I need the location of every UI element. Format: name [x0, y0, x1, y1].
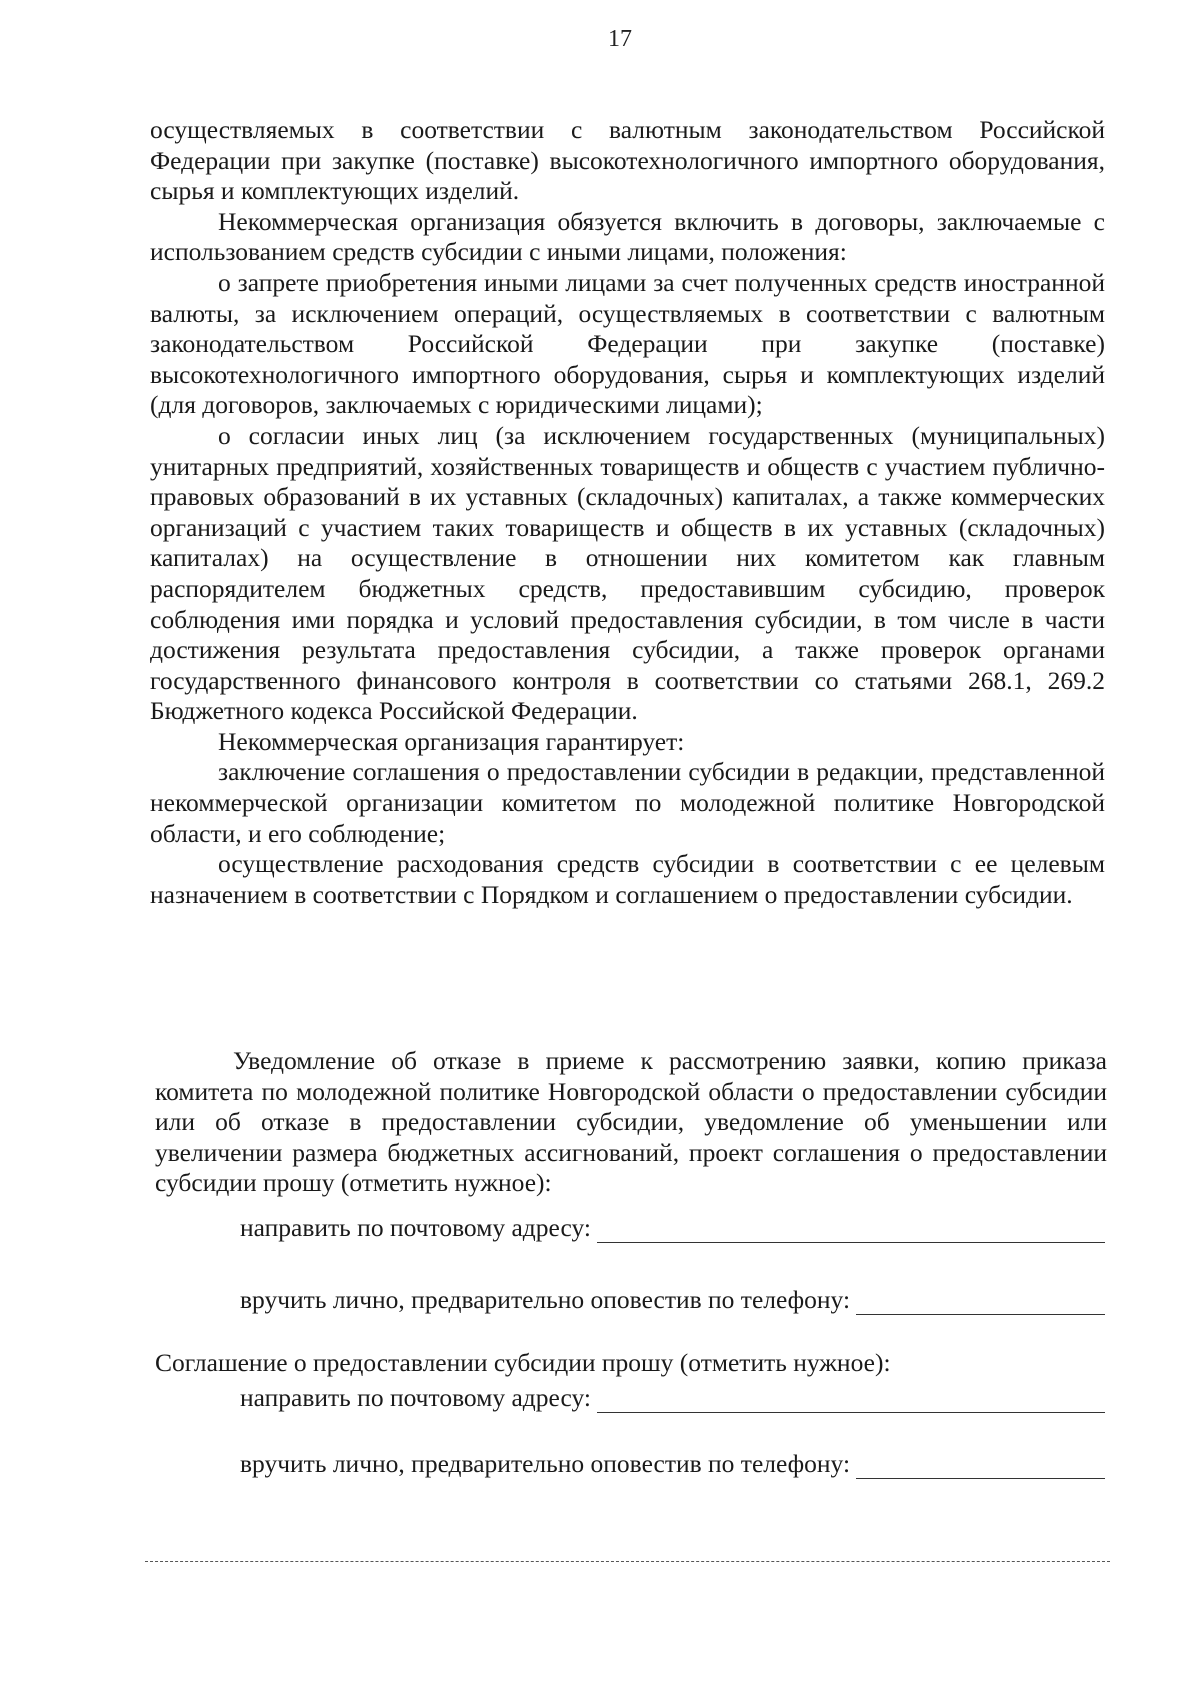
paragraph-7: осуществление расходования средств субсидии в соответствии с ее целевым назначением в соответствии с Порядком и соглашением о предоставлении субсидии. [150, 849, 1105, 909]
option1-postal-blank[interactable] [597, 1220, 1105, 1243]
option2-postal-label: направить по почтовому адресу: [240, 1383, 591, 1412]
option1-phone-label: вручить лично, предварительно оповестив по телефону: [240, 1285, 851, 1314]
notice-text: Уведомление об отказе в приеме к рассмотрению заявки, копию приказа комитета по молодежной политике Новгородской области о предоставлении субсидии или об отказе в предоставлении субсидии, уведомление об уменьшении или увеличении размера бюджетных ассигнований, проект соглашения о предоставлении субсидии прошу (отметить нужное): [155, 1046, 1107, 1198]
paragraph-5: Некоммерческая организация гарантирует: [218, 726, 685, 756]
option1-phone-row[interactable] [240, 1285, 1105, 1315]
bottom-divider [145, 1561, 1110, 1562]
option1-postal-row[interactable] [240, 1213, 1105, 1243]
option2-postal-row[interactable] [240, 1383, 1105, 1413]
page-number: 17 [608, 26, 632, 52]
agreement-heading: Соглашение о предоставлении субсидии прошу (отметить нужное): [155, 1348, 891, 1377]
notice-paragraph [155, 1046, 1107, 1199]
body-text [150, 115, 1105, 910]
paragraph-1: осуществляемых в соответствии с валютным законодательством Российской Федерации при закупке (поставке) высокотехнологичного импортного оборудования, сырья и комплектующих изделий. [150, 115, 1105, 206]
option2-phone-label: вручить лично, предварительно оповестив по телефону: [240, 1449, 851, 1478]
option2-phone-row[interactable] [240, 1449, 1105, 1479]
option2-phone-blank[interactable] [856, 1456, 1105, 1479]
paragraph-3: о запрете приобретения иными лицами за счет полученных средств иностранной валюты, за исключением операций, осуществляемых в соответствии с валютным законодательством Российской Федерации при закупке (поставке) высокотехнологичного импортного оборудования, сырья и комплектующих изделий (для договоров, заключаемых с юридическими лицами); [150, 267, 1105, 420]
option1-phone-blank[interactable] [856, 1292, 1105, 1315]
option2-postal-blank[interactable] [597, 1390, 1105, 1413]
paragraph-2: Некоммерческая организация обязуется включить в договоры, заключаемые с использованием средств субсидии с иными лицами, положения: [150, 206, 1105, 267]
option1-postal-label: направить по почтовому адресу: [240, 1213, 591, 1242]
paragraph-4: о согласии иных лиц (за исключением государственных (муниципальных) унитарных предприятий, хозяйственных товариществ и обществ с участием публично-правовых образований в их уставных (складочных) капиталах, а также коммерческих организаций с участием таких товариществ и обществ в их уставных (складочных) капиталах) на осуществление в отношении них комитетом как главным распорядителем бюджетных средств, предоставившим субсидию, проверок соблюдения ими порядка и условий предоставления субсидии, в том числе в части достижения результата предоставления субсидии, а также проверок органами государственного финансового контроля в соответствии со статьями 268.1, 269.2 Бюджетного кодекса Российской Федерации. [150, 420, 1105, 726]
paragraph-6: заключение соглашения о предоставлении субсидии в редакции, представленной некоммерческой организации комитетом по молодежной политике Новгородской области, и его соблюдение; [150, 757, 1105, 848]
